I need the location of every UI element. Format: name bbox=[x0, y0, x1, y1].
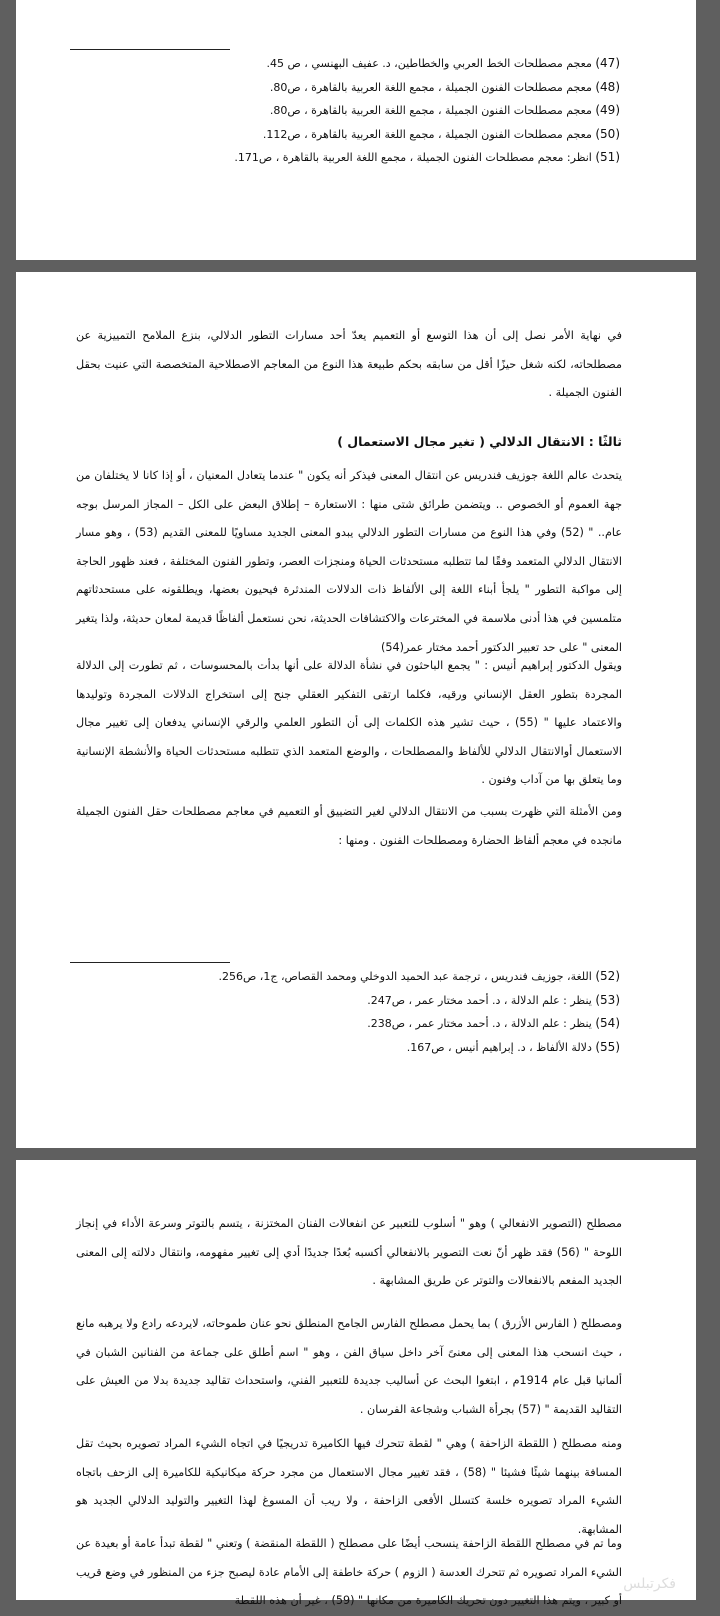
body-paragraph-1: مصطلح (التصوير الانفعالي ) وهو " أسلوب للتعبير عن انفعالات الفنان المختزنة ، يتسم بالتوتر وسرعة الأداء في إنجاز اللوحة " (56) فقد ظهر أنّ نعت التصوير بالانفعالي أكسبه بُعدًا جديدًا أدي إلى تغيير مفهومه، وانتقال دلالته إلى المعنى الجديد المفعم بالانفعالات والتوتر عن طريق المشابهة . bbox=[76, 1217, 622, 1288]
body-paragraph-4: وما تم في مصطلح اللقطة الزاحفة ينسحب أيضًا على مصطلح ( اللقطة المنقضة ) وتعني " لقطة تبدأ عامة أو بعيدة عن الشيء المراد تصويره ثم تتحرك العدسة ( الزوم ) حركة خاطفة إلى الأمام عادة ليصبح جزء من المنظور في وضع قريب أو كبير ، ويتم هذا التغيير دون تحريك الكاميرة من مكانها " (59) ، غير أن هذه اللقطة bbox=[76, 1537, 622, 1608]
footnote-54: (54) ينظر : علم الدلالة ، د. أحمد مختار عمر ، ص238. bbox=[367, 1016, 620, 1030]
footnote-47: (47) معجم مصطلحات الخط العربي والخطاطين، د. عفيف البهنسي ، ص 45. bbox=[266, 56, 620, 70]
footnote-53: (53) ينظر : علم الدلالة ، د. أحمد مختار عمر ، ص247. bbox=[367, 992, 620, 1007]
body-paragraph-2: ومصطلح ( الفارس الأزرق ) بما يحمل مصطلح الفارس الجامح المنطلق نحو عنان طموحاته، لايردعه رادع ولا يرهبه مانع ، حيث انسحب هذا المعنى إلى معنىً آخر داخل سياق الفن ، وهو " اسم أطلق على جماعة من الفنانين الشبان في ألمانيا قبل عام 1914م ، ابتغوا البحث عن أساليب جديدة للتعبير الفني، واستحداث تقاليد جديدة بدلا من العيش على التقاليد القديمة " (57) بجرأة الشباب وشجاعة الفرسان . bbox=[76, 1317, 623, 1416]
body-paragraph-3: ومنه مصطلح ( اللقطة الزاحفة ) وهي " لقطة تتحرك فيها الكاميرة تدريجيًا في اتجاه الشيء المراد تصويره بحيث تقل المسافة بينهما شيئًا فشيئا " (58) ، فقد تغيير مجال الاستعمال من مجرد حركة ميكانيكية للكاميرة إلى الزحف باتجاه الشيء المراد تصويره خلسة كتسلل الأفعى الزاحفة ، ولا ريب أن المسوغ لهذا التغيير والتوليد الدلالي الجديد هو المشابهة. bbox=[76, 1437, 622, 1536]
footnote-list bbox=[76, 52, 620, 170]
footnote-separator bbox=[70, 962, 230, 963]
footnote-51: (51) انظر: معجم مصطلحات الفنون الجميلة ، مجمع اللغة العربية بالقاهرة ، ص171. bbox=[234, 150, 620, 164]
footnote-list bbox=[76, 965, 620, 1059]
footnote-55: (55) دلالة الألفاظ ، د. إبراهيم أنيس ، ص167. bbox=[406, 1039, 620, 1054]
body-paragraph-1: يتحدث عالم اللغة جوزيف فندريس عن انتقال المعنى فيذكر أنه يكون " عندما يتعادل المعنيان ، أو إذا كانا لا يختلفان من جهة العموم أو الخصوص .. ويتضمن طرائق شتى منها : الاستعارة – إطلاق البعض على الكل – المجاز المرسل بوجه عام.. " (52) وفي هذا النوع من مسارات التطور الدلالي يبدو المعنى الجديد مساويًا للمعنى القديم (53) ، وهو مسار الانتقال الدلالي المتعمد وفقًا لما تتطلبه مستحدثات الحياة ومنجزات العصر، وتطور الفنون المختلفة ، فعند ظهور الحاجة إلى مواكبة التطور " يلجأ أبناء اللغة إلى الألفاظ ذات الدلالات المندثرة فيحيون بعضها، ويطلقونه على مستحدثاتهم متلمسين في هذا أدنى ملاسمة في المخترعات والاكتشافات الحديثة، نحن نستعمل ألفاظًا قديمة لمعان حديثة، ولذا يتغير المعنى " على حد تعبير الدكتور أحمد مختار عمر(54) bbox=[76, 469, 623, 654]
body-paragraph-3: ومن الأمثلة التي ظهرت بسبب من الانتقال الدلالي لغير التضييق أو التعميم في معاجم مصطلحات حقل الفنون الجميلة مانجده في معجم ألفاظ الحضارة ومصطلحات الفنون . ومنها : bbox=[76, 805, 622, 847]
footnote-52: (52) اللغة، جوزيف فندريس ، ترجمة عبد الحميد الدوخلي ومحمد القصاص، ج1، ص256. bbox=[218, 969, 620, 983]
footnote-50: (50) معجم مصطلحات الفنون الجميلة ، مجمع اللغة العربية بالقاهرة ، ص112. bbox=[262, 126, 620, 141]
document-page-2 bbox=[16, 272, 696, 1148]
footnote-separator bbox=[70, 49, 230, 50]
document-page-3 bbox=[16, 1160, 696, 1608]
watermark-text: فكرتبلس bbox=[623, 1576, 676, 1592]
footnote-48: (48) معجم مصطلحات الفنون الجميلة ، مجمع اللغة العربية بالقاهرة ، ص80. bbox=[269, 79, 620, 94]
footnote-49: (49) معجم مصطلحات الفنون الجميلة ، مجمع اللغة العربية بالقاهرة ، ص80. bbox=[269, 103, 620, 117]
body-paragraph-2: ويقول الدكتور إبراهيم أنيس : " يجمع الباحثون في نشأة الدلالة على أنها بدأت بالمحسوسات ، ثم تطورت إلى الدلالة المجردة بتطور العقل الإنساني ورقيه، فكلما ارتقى التفكير العقلي جنح إلى استخراج الدلالات المجردة وتوليدها والاعتماد عليها " (55) ، حيث تشير هذه الكلمات إلى أن التطور العلمي والرقي الإنساني يدفعان إلى تغيير مجال الاستعمال أوالانتقال الدلالي للألفاظ والمصطلحات ، والوضع المتعمد الذي تتطلبه مستحدثات الحياة والأنشطة الإنسانية وما يتعلق بها من آداب وفنون . bbox=[76, 659, 622, 787]
intro-paragraph: في نهاية الأمر نصل إلى أن هذا التوسع أو التعميم يعدّ أحد مسارات التطور الدلالي، بنزع الملامح التمييزية عن مصطلحاته، لكنه شغل حيزًا أقل من سابقه بحكم طبيعة هذا النوع من المعاجم الاصطلاحية المتخصصة التي عنيت بحقل الفنون الجميلة . bbox=[76, 329, 622, 400]
section-heading: ثالثًا : الانتقال الدلالي ( تغير مجال الاستعمال ) bbox=[337, 434, 622, 449]
document-page-1 bbox=[16, 0, 696, 260]
